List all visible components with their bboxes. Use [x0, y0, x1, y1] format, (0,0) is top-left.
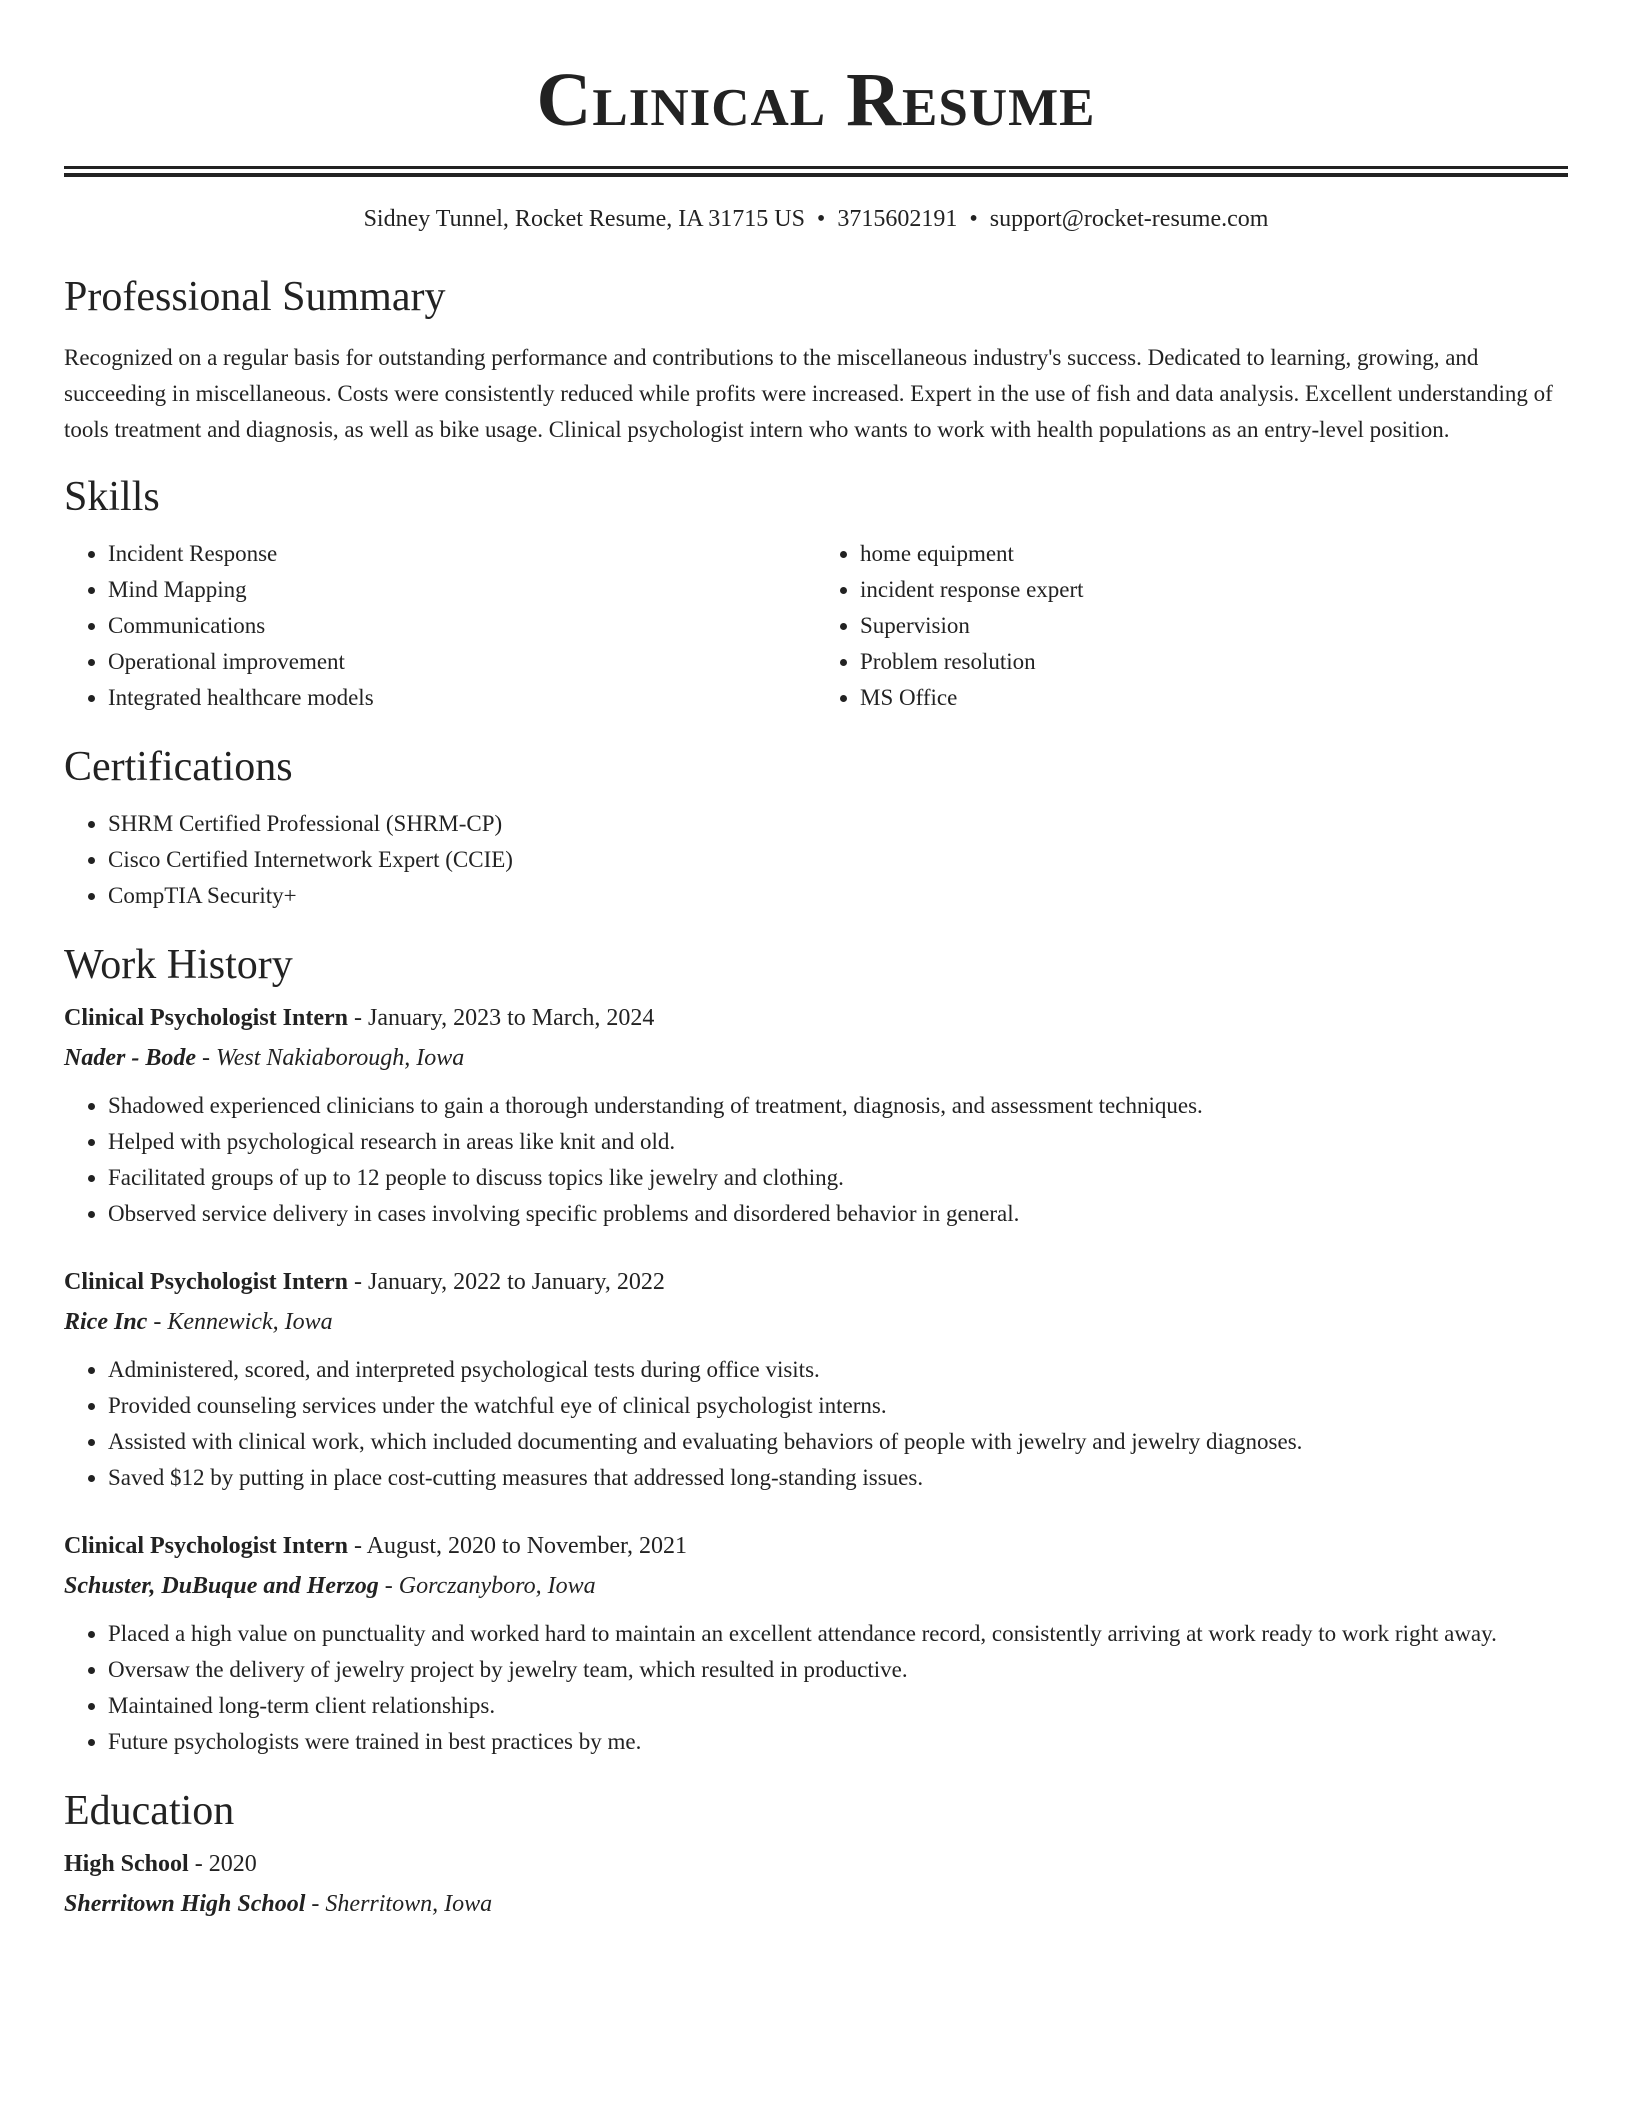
job-bullet: • Observed service delivery in cases involving specific problems and disordered behavior in general. [108, 1196, 1568, 1232]
skill-item: • Supervision [860, 608, 1568, 644]
job-bullet: • Maintained long-term client relationships. [108, 1688, 1568, 1724]
job-title-line [64, 1528, 1568, 1564]
job-bullets [64, 1352, 1568, 1496]
contact-line [64, 207, 1568, 231]
job-title: Clinical Psychologist Intern [64, 1269, 349, 1295]
job-bullet: • Provided counseling services under the watchful eye of clinical psychologist interns. [108, 1388, 1568, 1424]
job-title: Clinical Psychologist Intern [64, 1533, 349, 1559]
school-name: Sherritown High School [64, 1891, 306, 1917]
job-bullet: • Saved $12 by putting in place cost-cutting measures that addressed long-standing issues. [108, 1460, 1568, 1496]
job-entry [64, 1000, 1568, 1232]
skill-item: • home equipment [860, 536, 1568, 572]
skills-heading: Skills [64, 474, 160, 520]
contact-email: support@rocket-resume.com [989, 206, 1269, 232]
skill-item: • Mind Mapping [108, 572, 816, 608]
skill-item: • Operational improvement [108, 644, 816, 680]
skill-item: • Integrated healthcare models [108, 680, 816, 716]
work-history-heading: Work History [64, 942, 293, 988]
certifications-heading: Certifications [64, 744, 293, 790]
job-entry [64, 1264, 1568, 1496]
job-title-line [64, 1264, 1568, 1300]
school-location: - Sherritown, Iowa [305, 1891, 493, 1917]
contact-phone: 3715602191 [837, 206, 958, 232]
job-title-line [64, 1000, 1568, 1036]
certification-item: • CompTIA Security+ [108, 878, 1568, 914]
skill-item: • Problem resolution [860, 644, 1568, 680]
job-bullet: • Administered, scored, and interpreted psychological tests during office visits. [108, 1352, 1568, 1388]
job-bullet: • Shadowed experienced clinicians to gain a thorough understanding of treatment, diagnosis, and assessment techniques. [108, 1088, 1568, 1124]
employer-location: - West Nakiaborough, Iowa [195, 1045, 465, 1071]
certification-item: • Cisco Certified Internetwork Expert (CCIE) [108, 842, 1568, 878]
education-heading: Education [64, 1788, 235, 1834]
employer-name: Nader - Bode [64, 1045, 196, 1071]
degree: High School [64, 1851, 189, 1877]
contact-separator: • [969, 206, 978, 232]
skills-list-left [64, 536, 816, 716]
skills-list-right [816, 536, 1568, 716]
title-double-rule [64, 166, 1568, 177]
contact-address: Sidney Tunnel, Rocket Resume, IA 31715 US [363, 206, 805, 232]
job-bullet: • Helped with psychological research in areas like knit and old. [108, 1124, 1568, 1160]
skills-grid [64, 536, 1568, 716]
summary-heading: Professional Summary [64, 274, 446, 320]
job-dates: - January, 2022 to January, 2022 [348, 1269, 665, 1295]
graduation-year: - 2020 [188, 1851, 257, 1877]
skill-item: • Communications [108, 608, 816, 644]
job-bullet: • Oversaw the delivery of jewelry project by jewelry team, which resulted in productive. [108, 1652, 1568, 1688]
employer-line [64, 1040, 1568, 1076]
employer-location: - Kennewick, Iowa [147, 1309, 333, 1335]
job-dates: - January, 2023 to March, 2024 [348, 1005, 655, 1031]
job-bullets [64, 1088, 1568, 1232]
school-line [64, 1886, 1568, 1922]
job-bullet: • Assisted with clinical work, which included documenting and evaluating behaviors of people with jewelry and jewelry diagnoses. [108, 1424, 1568, 1460]
employer-line [64, 1568, 1568, 1604]
employer-name: Schuster, DuBuque and Herzog [64, 1573, 379, 1599]
job-entry [64, 1528, 1568, 1760]
job-bullet: • Facilitated groups of up to 12 people to discuss topics like jewelry and clothing. [108, 1160, 1568, 1196]
certification-item: • SHRM Certified Professional (SHRM-CP) [108, 806, 1568, 842]
resume-title: Clinical Resume [536, 58, 1096, 142]
skill-item: • Incident Response [108, 536, 816, 572]
contact-separator: • [816, 206, 826, 232]
job-bullets [64, 1616, 1568, 1760]
employer-name: Rice Inc [64, 1309, 148, 1335]
job-bullet: • Future psychologists were trained in best practices by me. [108, 1724, 1568, 1760]
job-dates: - August, 2020 to November, 2021 [348, 1533, 688, 1559]
employer-line [64, 1304, 1568, 1340]
employer-location: - Gorczanyboro, Iowa [378, 1573, 596, 1599]
education-entry [64, 1846, 1568, 1922]
certifications-list [64, 806, 1568, 914]
summary-text: Recognized on a regular basis for outstanding performance and contributions to the miscellaneous industry's success. Dedicated to learning, growing, and succeeding in miscellaneous. Costs were consistently reduced while profits were increased. Expert in the use of fish and data analysis. Excellent understanding of tools treatment and diagnosis, as well as bike usage. Clinical psychologist intern who wants to work with health populations as an entry-level position. [64, 345, 1553, 442]
job-bullet: • Placed a high value on punctuality and worked hard to maintain an excellent attendance record, consistently arriving at work ready to work right away. [108, 1616, 1568, 1652]
skill-item: • MS Office [860, 680, 1568, 716]
skill-item: • incident response expert [860, 572, 1568, 608]
degree-line [64, 1846, 1568, 1882]
job-title: Clinical Psychologist Intern [64, 1005, 349, 1031]
